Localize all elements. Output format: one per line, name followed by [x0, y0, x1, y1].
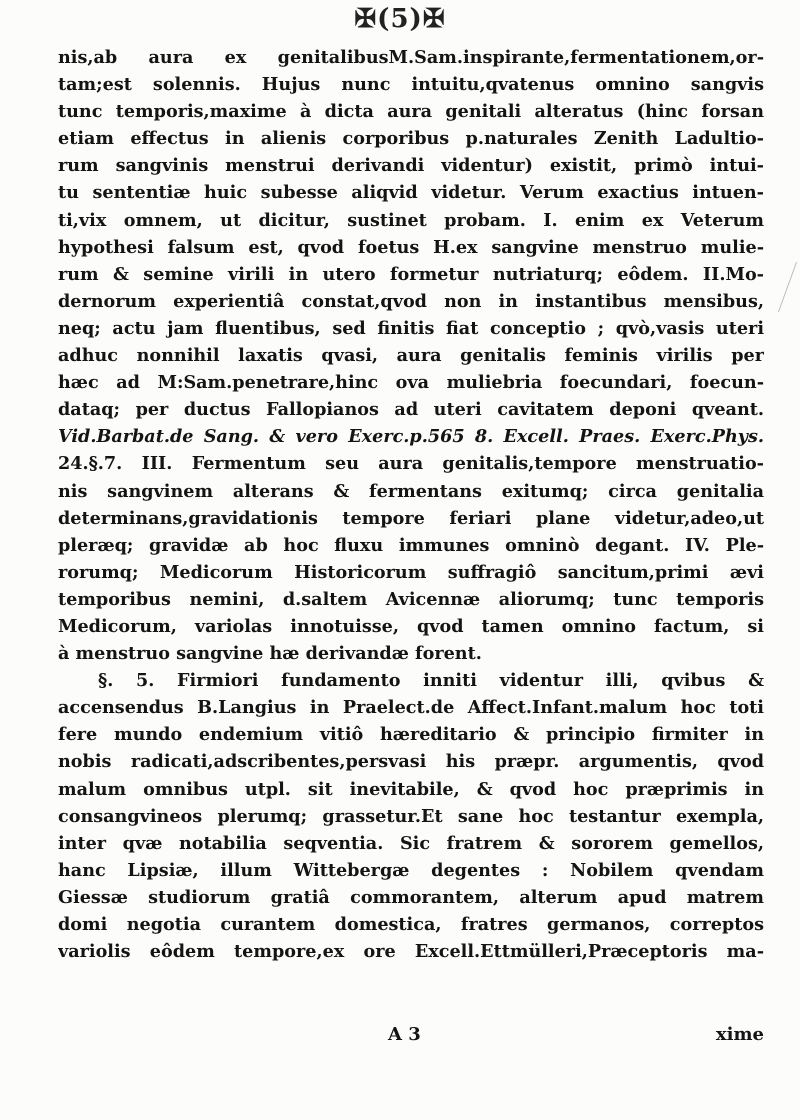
text-line: tam;est solennis. Hujus nunc intuitu,qvatenus omnino sangvis	[58, 74, 764, 96]
signature-mark: A 3	[388, 1024, 421, 1045]
section-heading-line: §. 5. Firmiori fundamento inniti videntur illi, qvibus &	[98, 670, 764, 692]
catchword: xime	[715, 1024, 764, 1045]
text-line: nis sangvinem alterans & fermentans exitumq; circa genitalia	[58, 480, 764, 502]
text-line: adhuc nonnihil laxatis qvasi, aura genitalis feminis virilis per	[58, 345, 764, 367]
text-line: domi negotia curantem domestica, fratres germanos, correptos	[58, 914, 764, 935]
text-line: ti,vix omnem, ut dicitur, sustinet probam. I. enim ex Veterum	[58, 209, 764, 231]
text-line-italic-citation: Vid.Barbat.de Sang. & vero Exerc.p.565 8. Excell. Praes. Exerc.Phys.	[58, 426, 764, 448]
header-ornament: ✠(5)✠	[354, 4, 446, 34]
text-line: fere mundo endemium vitiô hæreditario & principio firmiter in	[58, 724, 764, 746]
text-line: inter qvæ notabilia seqventia. Sic fratrem & sororem gemellos,	[58, 832, 764, 854]
text-line: dernorum experientiâ constat,qvod non in instantibus mensibus,	[58, 290, 764, 312]
text-line: neq; actu jam fluentibus, sed finitis fiat conceptio ; qvò,vasis uteri	[58, 317, 764, 339]
text-line: rum & semine virili in utero formetur nutriaturq; eôdem. II.Mo-	[58, 263, 764, 285]
page-footer	[58, 1024, 764, 1051]
text-line: rorumq; Medicorum Historicorum suffragiô sancitum,primi ævi	[58, 561, 764, 583]
text-line: temporibus nemini, d.saltem Avicennæ aliorumq; tunc temporis	[58, 588, 764, 610]
text-line: tunc temporis,maxime à dicta aura genitali alteratus (hinc forsan	[58, 101, 764, 123]
text-line: 24.§.7. III. Fermentum seu aura genitalis,tempore menstruatio-	[58, 453, 764, 475]
text-line: hæc ad M:Sam.penetrare,hinc ova muliebria foecundari, foecun-	[58, 372, 764, 394]
text-line: etiam effectus in alienis corporibus p.naturales Zenith Ladultio-	[58, 128, 764, 150]
text-line: consangvineos plerumq; grassetur.Et sane hoc testantur exempla,	[58, 805, 764, 827]
text-line: hypothesi falsum est, qvod foetus H.ex sangvine menstruo mulie-	[58, 236, 764, 258]
text-line: tu sententiæ huic subesse aliqvid videtur. Verum exactius intuen-	[58, 182, 764, 204]
text-line: Medicorum, variolas innotuisse, qvod tamen omnino factum, si	[58, 615, 764, 637]
text-line: accensendus B.Langius in Praelect.de Affect.Infant.malum hoc toti	[58, 697, 764, 719]
text-line: Giessæ studiorum gratiâ commorantem, alterum apud matrem	[58, 886, 764, 908]
body-text	[58, 44, 764, 965]
text-line: à menstruo sangvine hæ derivandæ forent.	[58, 643, 482, 665]
text-line: hanc Lipsiæ, illum Wittebergæ degentes : Nobilem qvendam	[58, 859, 764, 881]
text-line: nis,ab aura ex genitalibusM.Sam.inspirante,fermentationem,or-	[58, 47, 764, 68]
text-line: rum sangvinis menstrui derivandi videntur) existit, primò intui-	[58, 155, 764, 177]
text-line: nobis radicati,adscribentes,persvasi his præpr. argumentis, qvod	[58, 751, 764, 773]
text-line: dataq; per ductus Fallopianos ad uteri cavitatem deponi qveant.	[58, 399, 764, 421]
text-line: malum omnibus utpl. sit inevitabile, & qvod hoc præprimis in	[58, 778, 764, 800]
text-line: determinans,gravidationis tempore feriari plane videtur,adeo,ut	[58, 507, 764, 529]
text-line: pleræq; gravidæ ab hoc fluxu immunes omninò degant. IV. Ple-	[58, 534, 764, 556]
text-line: variolis eôdem tempore,ex ore Excell.Ettmülleri,Præceptoris ma-	[58, 941, 764, 963]
